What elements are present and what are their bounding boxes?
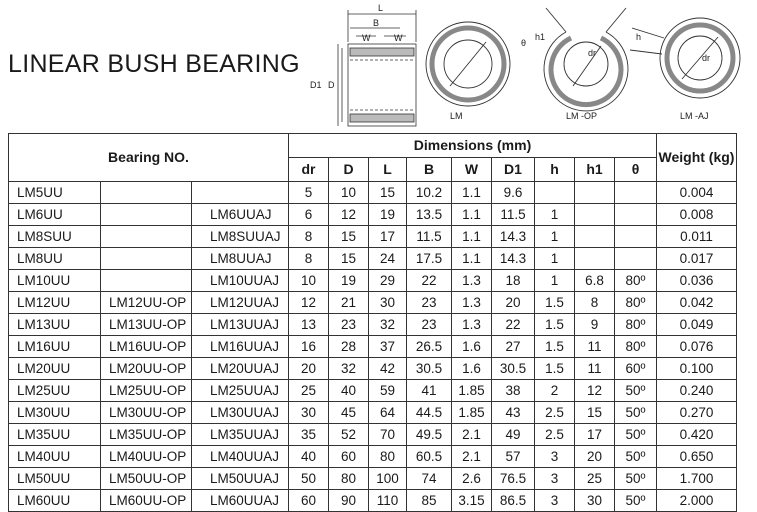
cell-weight: 1.700 (657, 468, 737, 490)
cell-D1: 14.3 (492, 226, 535, 248)
cell-dr: 35 (289, 424, 329, 446)
bearing-no-header: Bearing NO. (9, 134, 289, 182)
cell-L: 59 (369, 380, 407, 402)
cell-h: 2.5 (535, 424, 575, 446)
cell-bearing-no: LM35UU (9, 424, 101, 446)
table-row (9, 468, 737, 490)
cell-h: 3 (535, 490, 575, 512)
dimensions-header: Dimensions (mm) (289, 134, 657, 158)
table-row (9, 336, 737, 358)
cell-h: 1.5 (535, 358, 575, 380)
cell-theta: 50º (615, 468, 657, 490)
cell-theta: 50º (615, 380, 657, 402)
cell-L: 110 (369, 490, 407, 512)
cell-L: 37 (369, 336, 407, 358)
cell-L: 15 (369, 182, 407, 204)
cell-aj-model: LM6UUAJ (192, 204, 289, 226)
cell-B: 49.5 (407, 424, 452, 446)
cell-op-model: LM35UU-OP (101, 424, 192, 446)
cell-dr: 16 (289, 336, 329, 358)
cell-theta (615, 226, 657, 248)
lm-aj-caption: LM -AJ (680, 111, 709, 121)
cell-D: 15 (329, 248, 369, 270)
cell-op-model: LM60UU-OP (101, 490, 192, 512)
table-row (9, 314, 737, 336)
cell-theta: 80º (615, 270, 657, 292)
cell-B: 26.5 (407, 336, 452, 358)
cell-h: 1.5 (535, 292, 575, 314)
cell-h1 (575, 248, 615, 270)
cell-D1: 9.6 (492, 182, 535, 204)
cell-h (535, 182, 575, 204)
cell-h1: 6.8 (575, 270, 615, 292)
cell-W: 1.6 (452, 358, 492, 380)
cell-D1: 38 (492, 380, 535, 402)
cell-dr: 40 (289, 446, 329, 468)
cell-op-model: LM12UU-OP (101, 292, 192, 314)
cell-aj-model: LM25UUAJ (192, 380, 289, 402)
dim-L-label: L (378, 3, 384, 13)
cell-L: 30 (369, 292, 407, 314)
cell-W: 1.3 (452, 270, 492, 292)
cell-W: 2.1 (452, 424, 492, 446)
cell-aj-model: LM50UUAJ (192, 468, 289, 490)
cell-dr: 20 (289, 358, 329, 380)
cell-D1: 18 (492, 270, 535, 292)
lm-op-theta-label: θ (521, 38, 527, 48)
cell-bearing-no: LM30UU (9, 402, 101, 424)
dim-D-label: D (328, 80, 335, 90)
table-row (9, 490, 737, 512)
cell-theta: 50º (615, 490, 657, 512)
cell-theta: 60º (615, 358, 657, 380)
dim-D1-label: D1 (310, 80, 322, 90)
cell-D: 23 (329, 314, 369, 336)
cell-aj-model: LM8UUAJ (192, 248, 289, 270)
cell-L: 17 (369, 226, 407, 248)
cell-W: 1.1 (452, 226, 492, 248)
cell-weight: 0.017 (657, 248, 737, 270)
cell-theta: 50º (615, 402, 657, 424)
cell-aj-model: LM8SUUAJ (192, 226, 289, 248)
cell-bearing-no: LM60UU (9, 490, 101, 512)
cell-D: 32 (329, 358, 369, 380)
cell-bearing-no: LM8UU (9, 248, 101, 270)
col-header-h1: h1 (575, 158, 615, 182)
cell-B: 30.5 (407, 358, 452, 380)
cell-weight: 0.240 (657, 380, 737, 402)
cell-B: 11.5 (407, 226, 452, 248)
col-header-L: L (369, 158, 407, 182)
cell-dr: 5 (289, 182, 329, 204)
cell-bearing-no: LM16UU (9, 336, 101, 358)
cell-L: 64 (369, 402, 407, 424)
table-row (9, 270, 737, 292)
cell-h: 1 (535, 226, 575, 248)
cell-h1: 25 (575, 468, 615, 490)
cell-h1: 12 (575, 380, 615, 402)
cell-theta: 50º (615, 424, 657, 446)
cell-bearing-no: LM20UU (9, 358, 101, 380)
cell-theta: 50º (615, 446, 657, 468)
lm-op-caption: LM -OP (566, 111, 598, 121)
bearing-spec-table (8, 133, 737, 512)
lm-caption: LM (450, 111, 463, 121)
cell-weight: 0.049 (657, 314, 737, 336)
cell-dr: 60 (289, 490, 329, 512)
lm-front-drawing (426, 22, 510, 106)
cell-aj-model: LM35UUAJ (192, 424, 289, 446)
cell-D1: 22 (492, 314, 535, 336)
cell-theta: 80º (615, 336, 657, 358)
cell-op-model (101, 204, 192, 226)
cell-weight: 0.008 (657, 204, 737, 226)
bearing-diagrams (290, 0, 757, 130)
cell-weight: 0.076 (657, 336, 737, 358)
cell-bearing-no: LM50UU (9, 468, 101, 490)
cell-L: 29 (369, 270, 407, 292)
col-header-h: h (535, 158, 575, 182)
cell-dr: 25 (289, 380, 329, 402)
cell-weight: 0.011 (657, 226, 737, 248)
cell-D1: 11.5 (492, 204, 535, 226)
cell-B: 41 (407, 380, 452, 402)
cell-D1: 43 (492, 402, 535, 424)
cell-op-model (101, 226, 192, 248)
cell-h: 1.5 (535, 314, 575, 336)
cell-B: 23 (407, 314, 452, 336)
cell-W: 1.85 (452, 380, 492, 402)
cell-h: 1 (535, 248, 575, 270)
cell-weight: 0.036 (657, 270, 737, 292)
cell-D1: 86.5 (492, 490, 535, 512)
cell-bearing-no: LM5UU (9, 182, 101, 204)
table-row (9, 248, 737, 270)
cell-dr: 6 (289, 204, 329, 226)
cell-aj-model: LM40UUAJ (192, 446, 289, 468)
cell-h1: 8 (575, 292, 615, 314)
cell-theta: 80º (615, 314, 657, 336)
lm-aj-dr-label: dr (702, 53, 711, 63)
table-row (9, 292, 737, 314)
cell-bearing-no: LM12UU (9, 292, 101, 314)
cell-D1: 20 (492, 292, 535, 314)
cell-op-model: LM13UU-OP (101, 314, 192, 336)
cell-h: 1.5 (535, 336, 575, 358)
cell-h1: 11 (575, 336, 615, 358)
table-row (9, 204, 737, 226)
cell-D: 52 (329, 424, 369, 446)
cell-B: 60.5 (407, 446, 452, 468)
cell-W: 1.1 (452, 182, 492, 204)
cell-dr: 8 (289, 226, 329, 248)
cell-D: 90 (329, 490, 369, 512)
cell-L: 80 (369, 446, 407, 468)
cell-aj-model: LM60UUAJ (192, 490, 289, 512)
lm-op-dr-label: dr (588, 48, 597, 58)
cell-aj-model: LM20UUAJ (192, 358, 289, 380)
col-header-B: B (407, 158, 452, 182)
cell-theta (615, 204, 657, 226)
cell-weight: 2.000 (657, 490, 737, 512)
table-row (9, 446, 737, 468)
cell-W: 1.3 (452, 314, 492, 336)
col-header-D: D (329, 158, 369, 182)
cell-D: 40 (329, 380, 369, 402)
table-row (9, 402, 737, 424)
cell-W: 1.85 (452, 402, 492, 424)
cell-h1: 17 (575, 424, 615, 446)
cell-aj-model: LM30UUAJ (192, 402, 289, 424)
cell-op-model: LM30UU-OP (101, 402, 192, 424)
cell-h: 2 (535, 380, 575, 402)
cell-weight: 0.420 (657, 424, 737, 446)
cell-h1 (575, 226, 615, 248)
cell-dr: 10 (289, 270, 329, 292)
cell-theta (615, 182, 657, 204)
cell-weight: 0.042 (657, 292, 737, 314)
col-header-dr: dr (289, 158, 329, 182)
lm-aj-front-drawing (630, 18, 740, 98)
cell-B: 17.5 (407, 248, 452, 270)
cell-B: 13.5 (407, 204, 452, 226)
cell-B: 22 (407, 270, 452, 292)
cell-D1: 76.5 (492, 468, 535, 490)
cell-D: 10 (329, 182, 369, 204)
cell-L: 42 (369, 358, 407, 380)
cell-W: 2.1 (452, 446, 492, 468)
cell-bearing-no: LM10UU (9, 270, 101, 292)
cell-h1: 15 (575, 402, 615, 424)
cell-B: 74 (407, 468, 452, 490)
cell-L: 70 (369, 424, 407, 446)
cell-h: 1 (535, 204, 575, 226)
cell-W: 1.6 (452, 336, 492, 358)
table-row (9, 358, 737, 380)
dim-W-label-1: W (362, 33, 371, 43)
col-header-W: W (452, 158, 492, 182)
cell-aj-model (192, 182, 289, 204)
cell-L: 19 (369, 204, 407, 226)
lm-op-front-drawing (544, 8, 628, 111)
cell-theta (615, 248, 657, 270)
cell-h1: 11 (575, 358, 615, 380)
cell-h1: 30 (575, 490, 615, 512)
cell-aj-model: LM16UUAJ (192, 336, 289, 358)
cell-D1: 49 (492, 424, 535, 446)
cell-h: 3 (535, 468, 575, 490)
cell-B: 23 (407, 292, 452, 314)
page-title: LINEAR BUSH BEARING (8, 50, 300, 78)
lm-aj-h-label: h (636, 32, 642, 42)
cell-op-model (101, 270, 192, 292)
cell-bearing-no: LM8SUU (9, 226, 101, 248)
lm-op-h1-label: h1 (535, 32, 546, 42)
table-row (9, 380, 737, 402)
cell-L: 32 (369, 314, 407, 336)
cell-W: 1.3 (452, 292, 492, 314)
cell-h1: 9 (575, 314, 615, 336)
cell-D: 45 (329, 402, 369, 424)
cell-op-model: LM40UU-OP (101, 446, 192, 468)
dim-W-label-2: W (394, 33, 403, 43)
cell-W: 3.15 (452, 490, 492, 512)
cell-W: 1.1 (452, 204, 492, 226)
dim-B-label: B (373, 18, 380, 28)
cell-weight: 0.650 (657, 446, 737, 468)
cell-theta: 80º (615, 292, 657, 314)
cell-D1: 14.3 (492, 248, 535, 270)
cell-op-model (101, 182, 192, 204)
cell-op-model: LM20UU-OP (101, 358, 192, 380)
cell-bearing-no: LM6UU (9, 204, 101, 226)
cell-h: 2.5 (535, 402, 575, 424)
cell-dr: 12 (289, 292, 329, 314)
weight-header: Weight (kg) (657, 134, 737, 182)
cell-h1 (575, 204, 615, 226)
cell-D: 15 (329, 226, 369, 248)
cell-weight: 0.004 (657, 182, 737, 204)
cell-W: 2.6 (452, 468, 492, 490)
cell-h: 3 (535, 446, 575, 468)
cell-h1: 20 (575, 446, 615, 468)
cell-dr: 8 (289, 248, 329, 270)
cell-h1 (575, 182, 615, 204)
cell-D1: 57 (492, 446, 535, 468)
col-header-theta: θ (615, 158, 657, 182)
cell-L: 24 (369, 248, 407, 270)
table-row (9, 424, 737, 446)
table-row (9, 226, 737, 248)
cell-dr: 13 (289, 314, 329, 336)
col-header-D1: D1 (492, 158, 535, 182)
cell-D: 28 (329, 336, 369, 358)
cell-L: 100 (369, 468, 407, 490)
cell-op-model (101, 248, 192, 270)
cell-D: 19 (329, 270, 369, 292)
table-row (9, 182, 737, 204)
cell-weight: 0.100 (657, 358, 737, 380)
cell-D: 80 (329, 468, 369, 490)
cell-bearing-no: LM40UU (9, 446, 101, 468)
cell-W: 1.1 (452, 248, 492, 270)
cell-D: 21 (329, 292, 369, 314)
cell-B: 44.5 (407, 402, 452, 424)
cell-dr: 30 (289, 402, 329, 424)
cell-B: 10.2 (407, 182, 452, 204)
cell-B: 85 (407, 490, 452, 512)
cell-weight: 0.270 (657, 402, 737, 424)
cell-op-model: LM25UU-OP (101, 380, 192, 402)
cell-dr: 50 (289, 468, 329, 490)
cell-D: 12 (329, 204, 369, 226)
cell-h: 1 (535, 270, 575, 292)
cell-D1: 30.5 (492, 358, 535, 380)
cell-D: 60 (329, 446, 369, 468)
cell-aj-model: LM12UUAJ (192, 292, 289, 314)
cell-op-model: LM16UU-OP (101, 336, 192, 358)
cell-aj-model: LM13UUAJ (192, 314, 289, 336)
cell-op-model: LM50UU-OP (101, 468, 192, 490)
cell-D1: 27 (492, 336, 535, 358)
cell-bearing-no: LM13UU (9, 314, 101, 336)
cell-aj-model: LM10UUAJ (192, 270, 289, 292)
cell-bearing-no: LM25UU (9, 380, 101, 402)
